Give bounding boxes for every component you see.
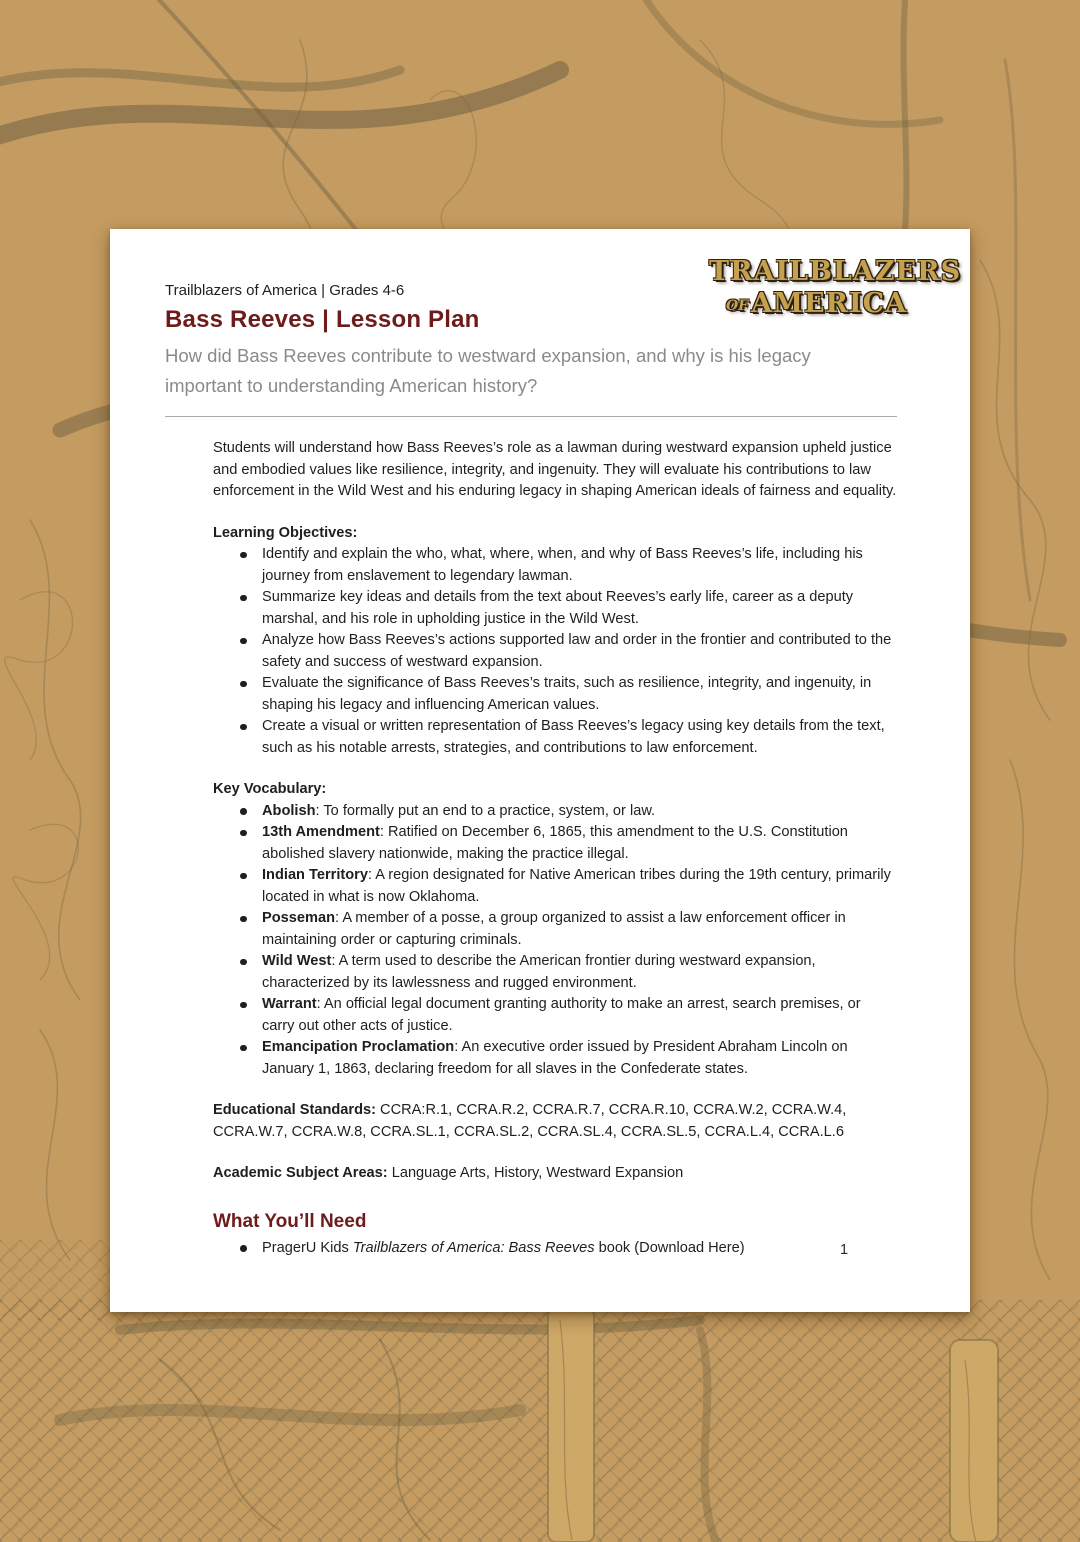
logo-america-word: AMERICA	[751, 288, 908, 319]
educational-standards-label: Educational Standards:	[213, 1102, 376, 1118]
vocabulary-item: Warrant: An official legal document granting authority to make an arrest, search premises, or carry out other acts of justice.	[213, 994, 897, 1037]
objective-item: Create a visual or written representation of Bass Reeves’s legacy using key details from the text, such as his notable arrests, strategies, and contributions to law enforcement.	[213, 716, 897, 759]
vocabulary-item: Posseman: A member of a posse, a group organized to assist a law enforcement officer in maintaining order or capturing criminals.	[213, 908, 897, 951]
key-vocabulary-list	[213, 801, 897, 1081]
vocabulary-item: Abolish: To formally put an end to a practice, system, or law.	[213, 801, 897, 823]
vocabulary-item: Indian Territory: A region designated for Native American tribes during the 19th century, primarily located in what is now Oklahoma.	[213, 865, 897, 908]
header-divider	[165, 416, 897, 417]
trailblazers-of-america-logo	[709, 256, 962, 321]
series-grade-label: Trailblazers of America | Grades 4-6	[165, 282, 405, 299]
objective-item: Evaluate the significance of Bass Reeves’s traits, such as resilience, integrity, and ingenuity, in shaping his legacy and influencing American values.	[213, 673, 897, 716]
academic-subject-areas-label: Academic Subject Areas:	[213, 1165, 388, 1181]
materials-list	[213, 1238, 897, 1260]
essential-question: How did Bass Reeves contribute to westward expansion, and why is his legacy important to understanding American history?	[165, 345, 811, 396]
educational-standards-value: CCRA:R.1, CCRA.R.2, CCRA.R.7, CCRA.R.10, CCRA.W.2, CCRA.W.4, CCRA.W.7, CCRA.W.8, CCRA.SL.1, CCRA.SL.2, CCRA.SL.4, CCRA.SL.5, CCRA.L.4, CCRA.L.6	[213, 1102, 847, 1140]
objective-item: Summarize key ideas and details from the text about Reeves’s early life, career as a deputy marshal, and his role in upholding justice in the Wild West.	[213, 587, 897, 630]
logo-of-word: OF	[725, 298, 749, 314]
logo-line-1: TRAILBLAZERS	[709, 256, 962, 287]
material-item	[213, 1238, 897, 1260]
logo-line-2	[709, 289, 924, 321]
vocabulary-item: Wild West: A term used to describe the American frontier during westward expansion, characterized by its lawlessness and rugged environment.	[213, 951, 897, 994]
book-title: Trailblazers of America: Bass Reeves	[352, 1239, 595, 1256]
page-number: 1	[840, 1242, 849, 1258]
vocabulary-item: 13th Amendment: Ratified on December 6, 1865, this amendment to the U.S. Constitution abolished slavery nationwide, making the practice illegal.	[213, 822, 897, 865]
key-vocabulary-heading: Key Vocabulary:	[213, 781, 327, 797]
material-end: )	[739, 1239, 745, 1256]
lesson-body	[213, 438, 897, 1259]
material-mid: book (	[594, 1239, 640, 1256]
page-title: Bass Reeves | Lesson Plan	[165, 306, 480, 333]
learning-objectives-list	[213, 544, 897, 759]
objective-item: Identify and explain the who, what, where, when, and why of Bass Reeves’s life, including his journey from enslavement to legendary lawman.	[213, 544, 897, 587]
material-prefix: PragerU Kids	[262, 1239, 353, 1256]
academic-subject-areas	[213, 1163, 897, 1185]
learning-objectives-heading: Learning Objectives:	[213, 524, 358, 541]
objective-item: Analyze how Bass Reeves’s actions supported law and order in the frontier and contributed to the safety and success of westward expansion.	[213, 630, 897, 673]
educational-standards	[213, 1100, 897, 1143]
academic-subject-areas-value: Language Arts, History, Westward Expansion	[387, 1165, 684, 1181]
vocabulary-item: Emancipation Proclamation: An executive order issued by President Abraham Lincoln on January 1, 1863, declaring freedom for all slaves in the Confederate states.	[213, 1037, 897, 1080]
lesson-plan-page	[110, 229, 970, 1312]
download-here-link[interactable]: Download Here	[639, 1239, 740, 1256]
what-youll-need-heading: What You’ll Need	[213, 1210, 367, 1232]
overview-paragraph: Students will understand how Bass Reeves’s role as a lawman during westward expansion upheld justice and embodied values like resilience, integrity, and ingenuity. They will evaluate his contributions to law enforcement in the Wild West and his enduring legacy in shaping American ideals of fairness and equality.	[213, 440, 897, 499]
